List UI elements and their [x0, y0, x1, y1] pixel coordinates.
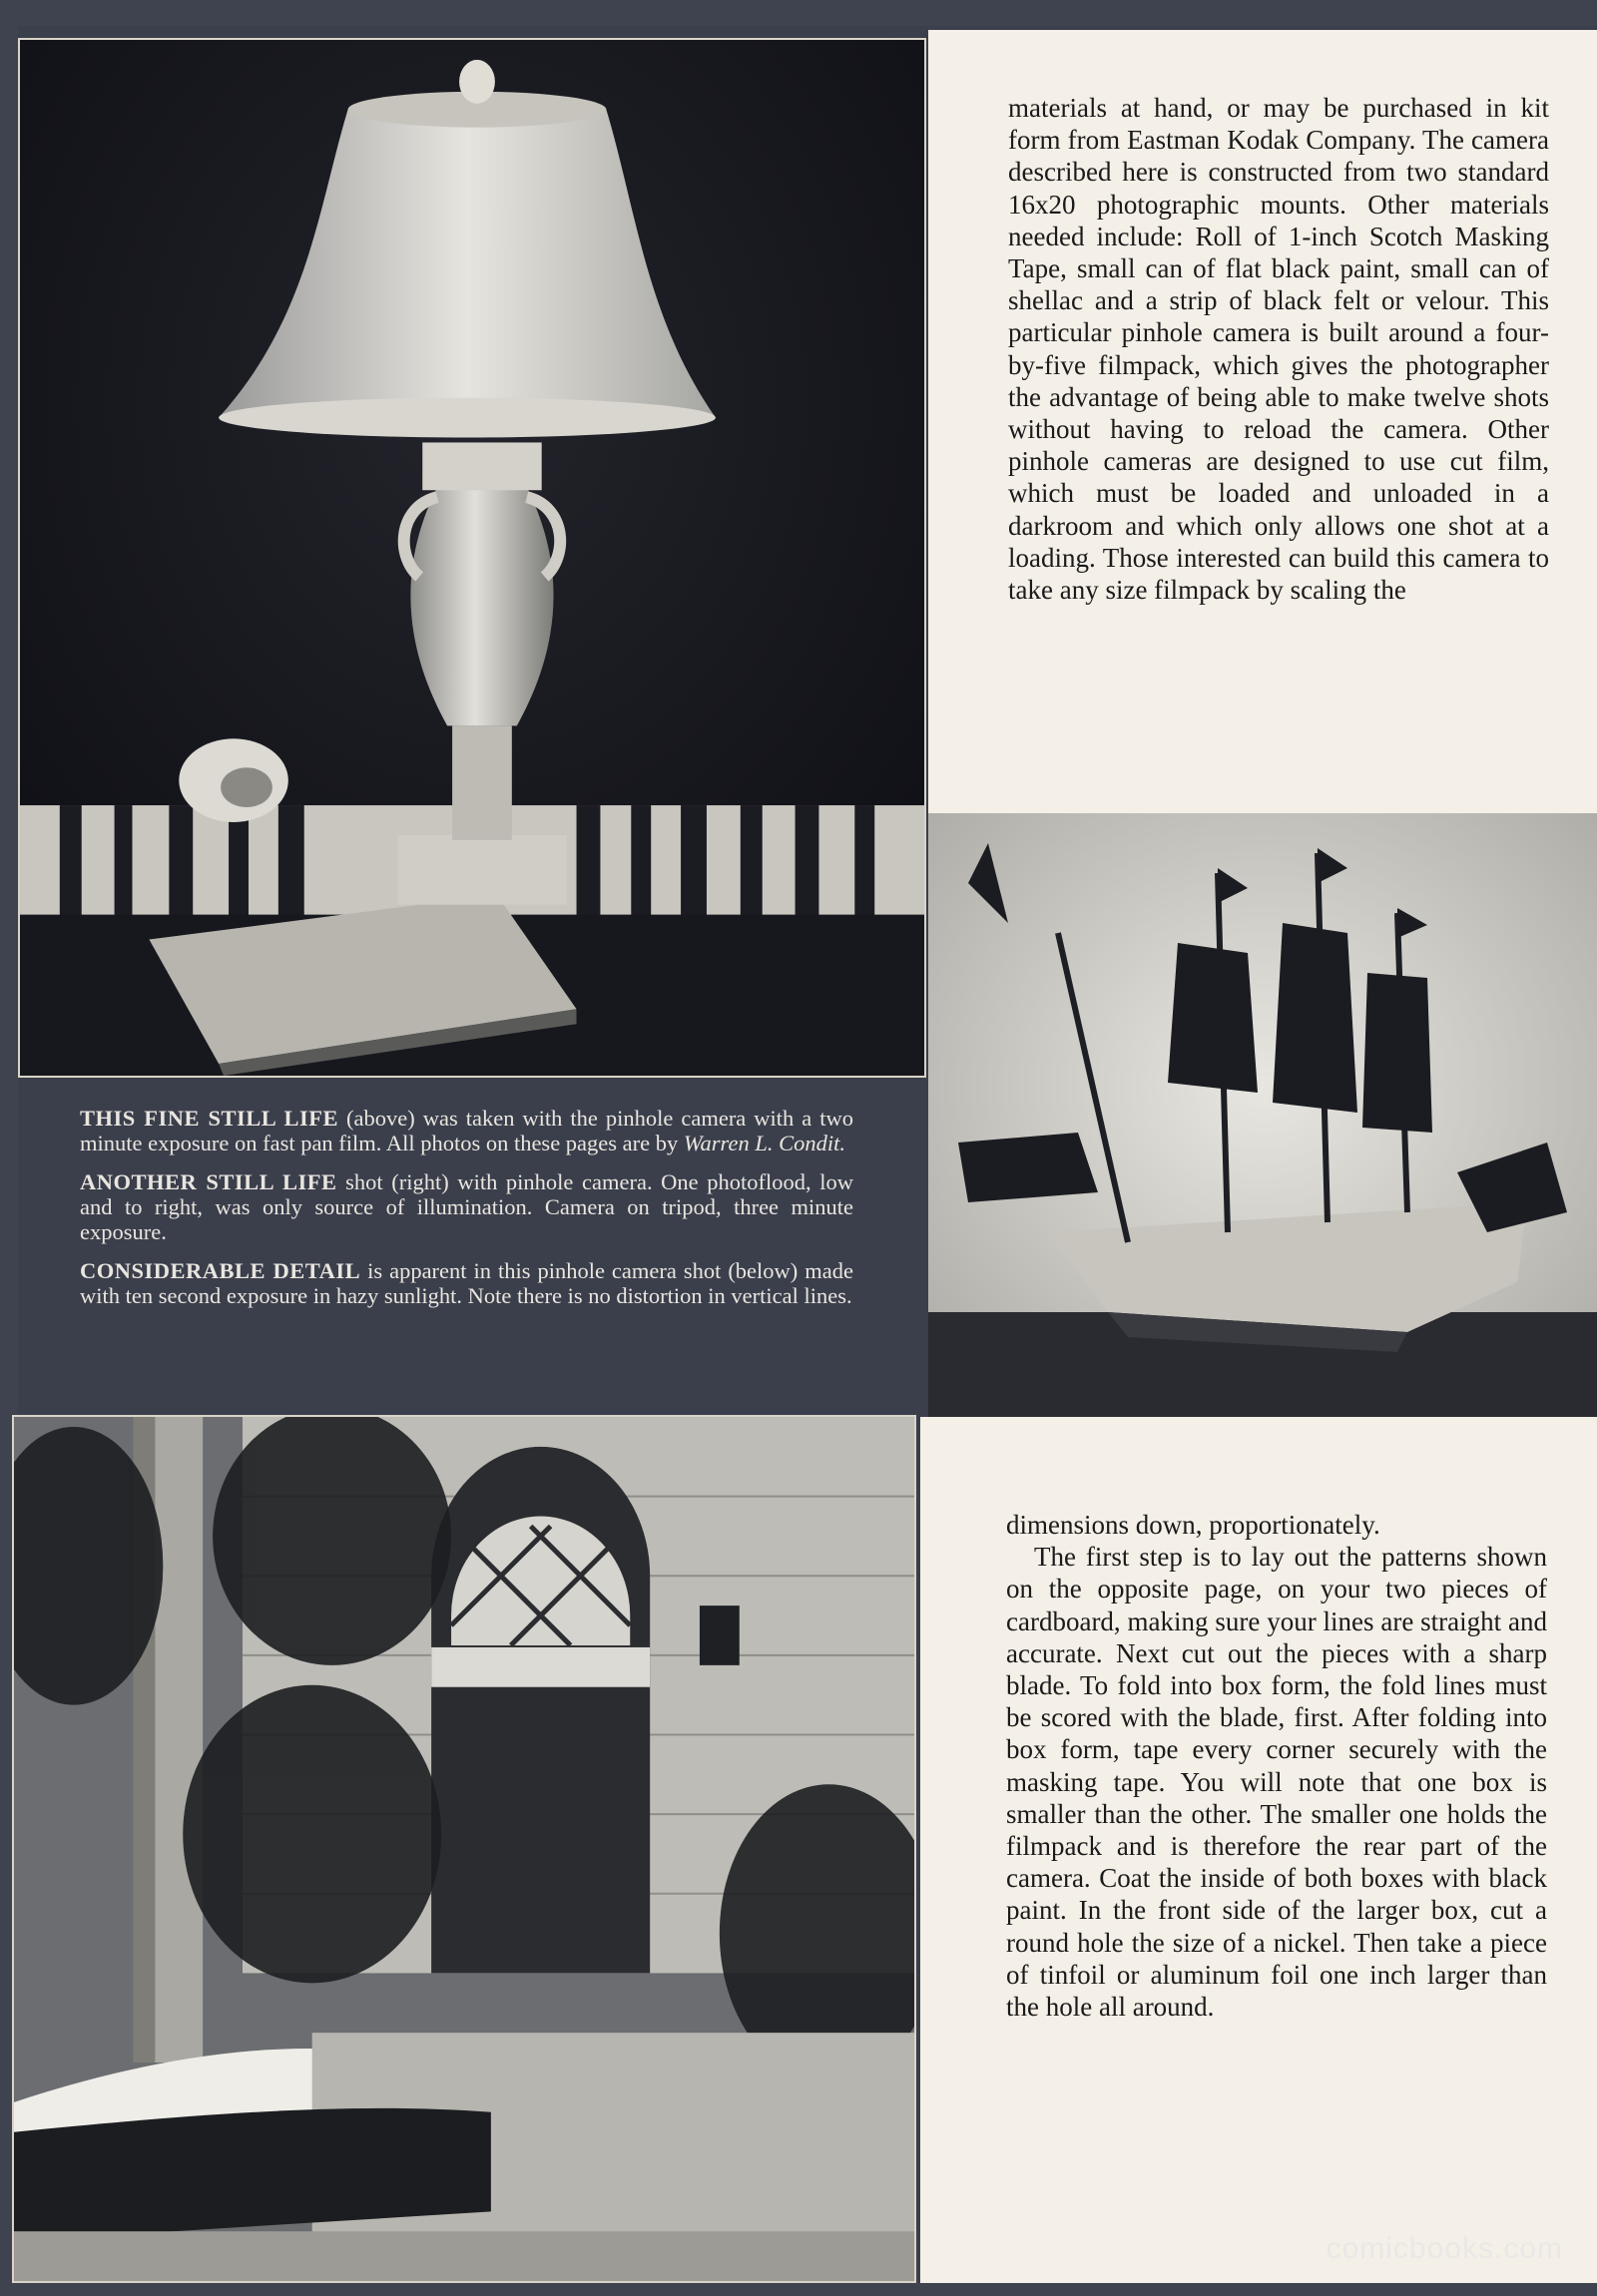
- doorway-photo: [12, 1415, 916, 2283]
- caption-body: is apparent in this pinhole camera shot (below) made with ten second exposure in hazy sunlight. Note there is no distortion in vertical lines.: [80, 1258, 853, 1308]
- site-watermark: comicbooks.com: [1326, 2232, 1563, 2265]
- caption-ship: [80, 1169, 853, 1244]
- article-column-top: [928, 30, 1597, 813]
- caption-heading: CONSIDERABLE DETAIL: [80, 1258, 361, 1283]
- ship-model-photo: [928, 813, 1597, 1417]
- caption-doorway: [80, 1258, 853, 1308]
- photo-captions: [80, 1106, 853, 1322]
- caption-lamp: [80, 1106, 853, 1155]
- lamp-still-life-photo: [18, 38, 926, 1078]
- caption-heading: ANOTHER STILL LIFE: [80, 1169, 337, 1194]
- caption-heading: THIS FINE STILL LIFE: [80, 1106, 339, 1131]
- photo-credit: Warren L. Condit.: [683, 1131, 845, 1155]
- caption-body: shot (right) with pinhole camera. One photoflood, low and to right, was only source of illumination. Camera on tripod, three minute exposure.: [80, 1169, 853, 1244]
- article-column-bottom: [920, 1417, 1597, 2283]
- article-text-top: materials at hand, or may be purchased in kit form from Eastman Kodak Company. The camera described here is constructed from two standard 16x20 photographic mounts. Other materials needed include: Roll of 1-inch Scotch Masking Tape, small can of flat black paint, small can of shellac and a strip of black felt or velour. This particular pinhole camera is built around a four-by-five filmpack, which gives the photographer the advantage of being able to make twelve shots without having to reload the camera. Other pinhole cameras are designed to use cut film, which must be loaded and unloaded in a darkroom and which only allows one shot at a loading. Those interested can build this camera to take any size filmpack by scaling the: [1008, 93, 1549, 606]
- caption-body: (above) was taken with the pinhole camera with a two minute exposure on fast pan film. All photos on these pages are by: [80, 1106, 853, 1155]
- article-paragraph-1: dimensions down, proportionately.: [1006, 1510, 1380, 1540]
- article-paragraph-2: The first step is to lay out the patterns shown on the opposite page, on your two pieces of cardboard, making sure your lines are straight and accurate. Next cut out the pieces with a sharp blade. To fold into box form, the fold lines must be scored with the blade, first. After folding into box form, tape every corner securely with the masking tape. You will note that one box is smaller than the other. The smaller one holds the filmpack and is therefore the rear part of the camera. Coat the inside of both boxes with black paint. In the front side of the larger box, cut a round hole the size of a nickel. Then take a piece of tinfoil or aluminum foil one inch larger than the hole all around.: [1006, 1542, 1547, 2023]
